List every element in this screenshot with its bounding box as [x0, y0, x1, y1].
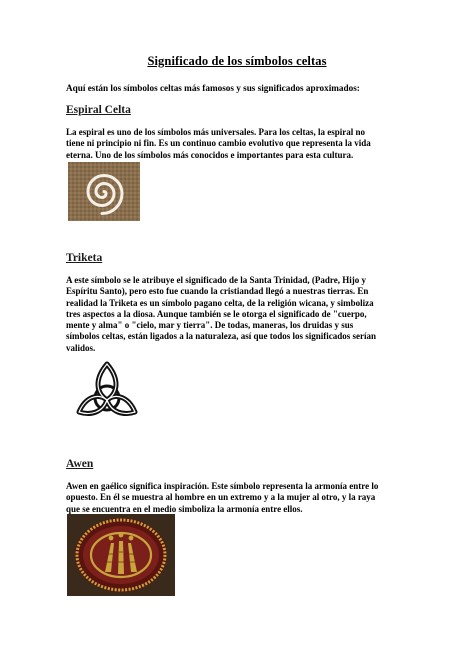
paragraph-line: mente y alma" o "cielo, mar y tierra". De todas, maneras, los druidas y sus [66, 320, 354, 331]
paragraph-line: realidad la Triketa es un símbolo pagano celta, de la religión wicana, y simboliza [66, 297, 374, 308]
intro-text: Aquí están los símbolos celtas más famosos y sus significados aproximados: [66, 83, 360, 93]
paragraph-line: opuesto. En él se muestra al hombre en un extremo y a la mujer al otro, y la raya [66, 492, 376, 503]
paragraph-line: La espiral es uno de los símbolos más universales. Para los celtas, la espiral no [66, 127, 366, 137]
section-paragraph-espiral [66, 127, 412, 161]
awen-icon [67, 514, 175, 596]
section-heading-awen: Awen [66, 458, 94, 470]
paragraph-line: Espíritu Santo), pero esto fue cuando la cristiandad llegó a nuestras tierras. En [66, 286, 369, 297]
section-paragraph-awen [66, 481, 412, 515]
paragraph-line: símbolos celtas, están ligados a la naturaleza, así que todos los significados serían [66, 331, 377, 342]
triquetra-icon [73, 360, 141, 418]
paragraph-line: Awen en gaélico significa inspiración. Este símbolo representa la armonía entre lo [66, 481, 379, 491]
paragraph-line: A este símbolo se le atribuye el significado de la Santa Trinidad, (Padre, Hijo y [66, 275, 367, 285]
paragraph-line: tiene ni principio ni fin. Es un continuo cambio evolutivo que representa la vida [66, 138, 371, 149]
paragraph-line: tres aspectos a la diosa. Aunque también se le otorga el significado de "cuerpo, [66, 308, 367, 319]
section-heading-espiral: Espiral Celta [66, 104, 131, 116]
paragraph-line: que se encuentra en el medio simboliza la armonía entre ellos. [66, 503, 303, 514]
section-heading-triketa: Triketa [66, 252, 103, 264]
section-paragraph-triketa [66, 275, 412, 354]
paragraph-line: validos. [66, 342, 96, 353]
spiral-icon [68, 162, 140, 221]
paragraph-line: eterna. Uno de los símbolos más conocidos e importantes para esta cultura. [66, 149, 354, 160]
page-title: Significado de los símbolos celtas [147, 54, 327, 68]
